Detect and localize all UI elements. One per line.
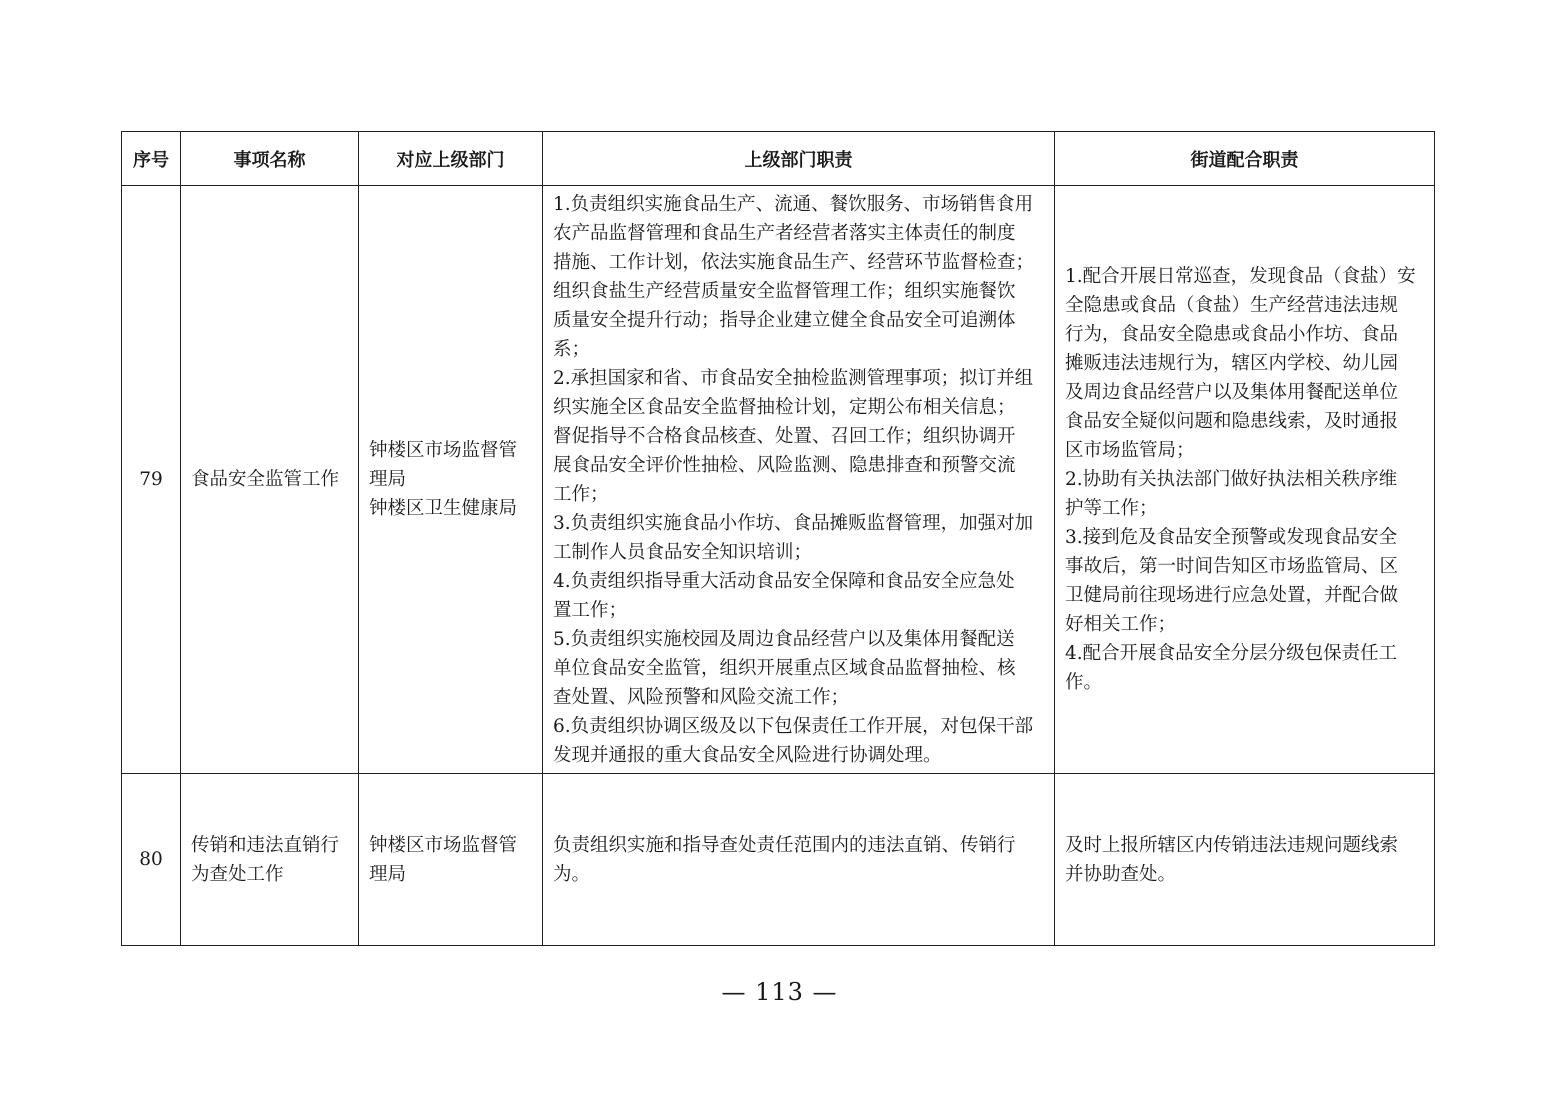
cell-line: 单位食品安全监管，组织开展重点区域食品监督抽检、核 [553, 657, 1016, 679]
header-upper-duty: 上级部门职责 [543, 132, 1055, 186]
item-name-cell [181, 774, 359, 946]
cell-line: 2.协助有关执法部门做好执法相关秩序维 [1065, 469, 1398, 490]
cell-line: 3.负责组织实施食品小作坊、食品摊贩监督管理，加强对加 [553, 512, 1034, 534]
item-name-cell [181, 186, 359, 774]
cell-line: 卫健局前往现场进行应急处置，并配合做 [1065, 585, 1399, 606]
cell-line: 2.承担国家和省、市食品安全抽检监测管理事项；拟订并组 [553, 367, 1034, 389]
cell-line: 措施、工作计划，依法实施食品生产、经营环节监督检查； [553, 251, 1035, 273]
cell-line: 理局 [369, 469, 407, 490]
cell-line: 3.接到危及食品安全预警或发现食品安全 [1065, 527, 1398, 548]
header-number: 序号 [122, 132, 181, 186]
cell-line: 好相关工作； [1065, 614, 1177, 635]
table-header-row [122, 132, 1435, 186]
cell-line: 工作； [553, 483, 609, 505]
duty-table [121, 131, 1435, 946]
cell-line: 钟楼区市场监督管 [369, 834, 518, 856]
cell-line: 护等工作； [1065, 498, 1158, 519]
row-number: 79 [122, 186, 181, 774]
table-row [122, 774, 1435, 946]
cell-line: 发现并通报的重大食品安全风险进行协调处理。 [553, 744, 942, 766]
cell-line: 农产品监督管理和食品生产者经营者落实主体责任的制度 [553, 222, 1016, 244]
cell-line: 6.负责组织协调区级及以下包保责任工作开展，对包保干部 [553, 715, 1034, 737]
header-street-duty: 街道配合职责 [1055, 132, 1435, 186]
cell-line: 5.负责组织实施校园及周边食品经营户以及集体用餐配送 [553, 628, 1015, 650]
cell-line: 质量安全提升行动；指导企业建立健全食品安全可追溯体 [553, 309, 1016, 331]
cell-line: 1.配合开展日常巡查，发现食品（食盐）安 [1065, 266, 1416, 287]
cell-line: 食品安全监管工作 [191, 469, 340, 490]
row-number: 80 [122, 774, 181, 946]
cell-line: 食品安全疑似问题和隐患线索，及时通报 [1065, 411, 1399, 432]
cell-line: 展食品安全评价性抽检、风险监测、隐患排查和预警交流 [553, 454, 1016, 476]
upper-duty-cell [543, 186, 1055, 774]
cell-line: 钟楼区市场监督管 [369, 440, 518, 461]
cell-line: 负责组织实施和指导查处责任范围内的违法直销、传销行 [553, 834, 1016, 856]
cell-line: 理局 [369, 863, 407, 885]
cell-line: 督促指导不合格食品核查、处置、召回工作；组织协调开 [553, 425, 1016, 447]
street-duty-cell [1055, 186, 1435, 774]
cell-line: 区市场监管局； [1065, 440, 1195, 461]
cell-line: 及时上报所辖区内传销违法违规问题线索 [1065, 834, 1399, 856]
cell-line: 钟楼区卫生健康局 [369, 498, 518, 519]
cell-line: 组织食盐生产经营质量安全监督管理工作；组织实施餐饮 [553, 280, 1016, 302]
cell-line: 事故后，第一时间告知区市场监管局、区 [1065, 556, 1399, 577]
cell-line: 织实施全区食品安全监督抽检计划，定期公布相关信息； [553, 396, 1016, 418]
cell-line: 4.负责组织指导重大活动食品安全保障和食品安全应急处 [553, 570, 1015, 592]
department-cell [359, 774, 543, 946]
cell-line: 4.配合开展食品安全分层分级包保责任工 [1065, 643, 1398, 664]
table-row [122, 186, 1435, 774]
cell-line: 1.负责组织实施食品生产、流通、餐饮服务、市场销售食用 [553, 193, 1034, 215]
cell-line: 置工作； [553, 599, 628, 621]
cell-line: 作。 [1065, 672, 1103, 693]
department-cell [359, 186, 543, 774]
cell-line: 查处置、风险预警和风险交流工作； [553, 686, 850, 708]
cell-line: 全隐患或食品（食盐）生产经营违法违规 [1065, 295, 1399, 316]
cell-line: 及周边食品经营户以及集体用餐配送单位 [1065, 382, 1399, 403]
upper-duty-cell [543, 774, 1055, 946]
cell-line: 为查处工作 [191, 863, 284, 885]
cell-line: 为。 [553, 863, 591, 885]
header-item-name: 事项名称 [181, 132, 359, 186]
street-duty-cell [1055, 774, 1435, 946]
cell-line: 系； [553, 338, 591, 360]
cell-line: 工制作人员食品安全知识培训； [553, 541, 813, 563]
header-department: 对应上级部门 [359, 132, 543, 186]
cell-line: 行为，食品安全隐患或食品小作坊、食品 [1065, 324, 1399, 345]
page-number: — 113 — [721, 978, 838, 1006]
cell-line: 并协助查处。 [1065, 863, 1177, 885]
cell-line: 摊贩违法违规行为，辖区内学校、幼儿园 [1065, 353, 1399, 374]
cell-line: 传销和违法直销行 [191, 834, 340, 856]
